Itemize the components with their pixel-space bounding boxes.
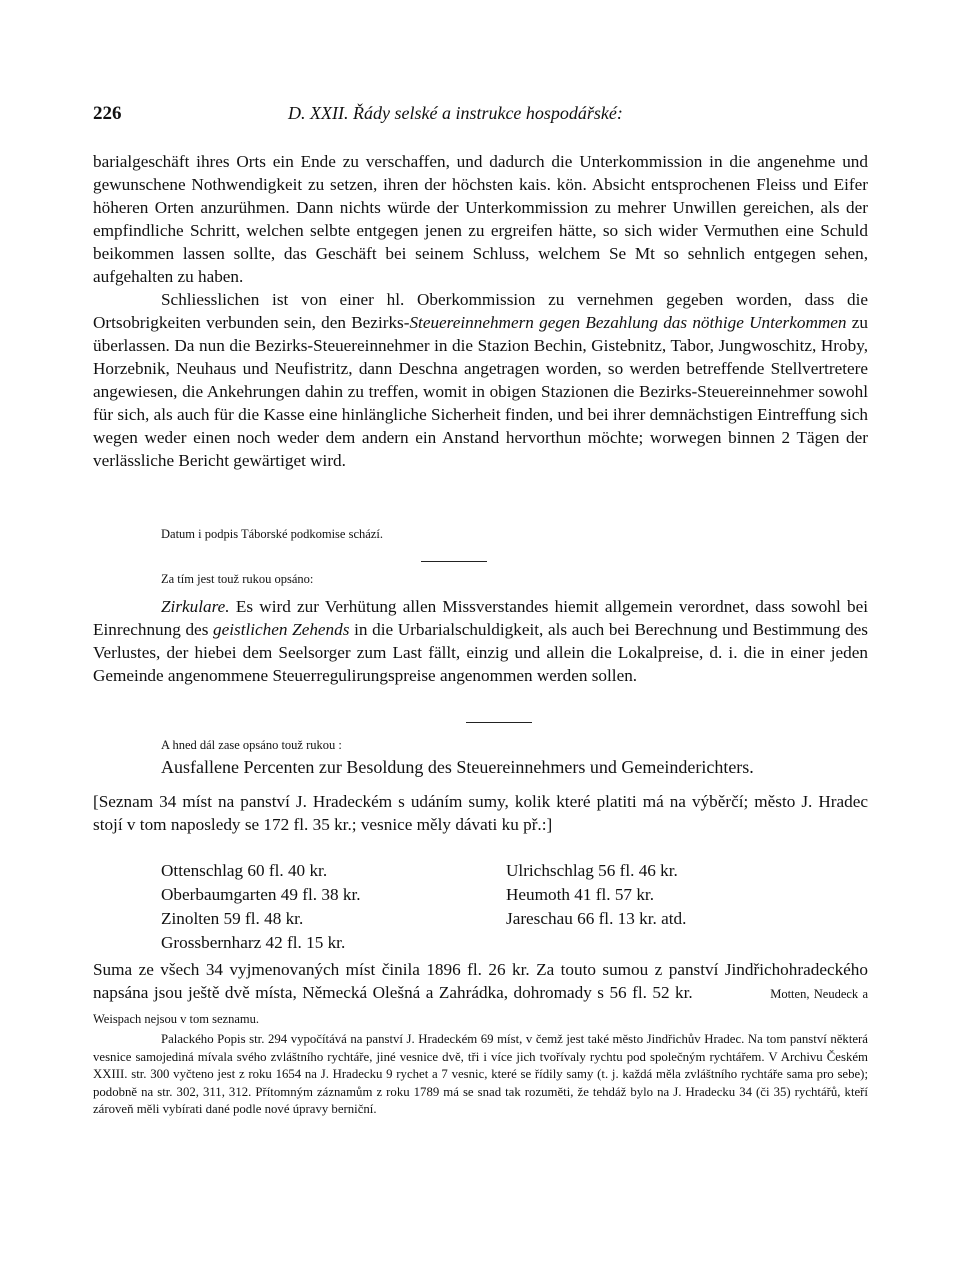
footnote-text: Palackého Popis str. 294 vypočítává na panství J. Hradeckém 69 míst, v čemž jest také město Jindřichův Hradec. Na tom panství některá vesnice samojediná mívala svého zvláštního rychtáře, jiné vesnice dvě, tři i více jich tvořívaly rychtu pod společným rychtářem. V Archivu Českém XXIII. str. 300 vyčteno jest z roku 1654 na J. Hradecku 9 rychet a 7 vesnic, které se řídily samy (t. j. každá měla zvláštního rychtáře sama pro sebe); podobně na str. 302, 311, 312. Přítomným záznamům z roku 1789 má se snad tak rozuměti, že tehdáž bylo na J. Hradecku 34 (či 35) rychtářů, kteří zároveň měli vybírati dané podle nové úpravy berniční.	[93, 1032, 868, 1117]
paragraph-2-italic: Steuereinnehmern gegen Bezahlung das nöthige Unterkommen	[409, 313, 847, 332]
section-heading: Ausfallene Percenten zur Besoldung des Steuereinnehmers und Gemeinderichters.	[161, 757, 754, 777]
paragraph-3-italic-title: Zirkulare.	[161, 597, 230, 616]
section-divider-1	[421, 561, 487, 562]
places-left-column	[161, 859, 361, 955]
running-title: D. XXII. Řády selské a instrukce hospodářské:	[288, 103, 623, 123]
footnote	[93, 1031, 868, 1119]
paragraph-2-text-b: zu überlassen. Da nun die Bezirks-Steuereinnehmer in die Stazion Bechin, Gistebnitz, Tabor, Jungwoschitz, Hroby, Horzebnik, Neuhaus und Neufistritz, dann Deschna angetragen worden, so werden betreffende Stellvertretere angewiesen, die Ankehrungen dahin zu treffen, womit in obigen Stazionen die Bezirks-Steuereinnehmer sowohl für sich, als auch für die Kasse eine hinlängliche Sicherheit finden, und bei ihrer demnächstigen Eintreffung sich wegen weder einen noch weder dem andern ein Anstand hervorthun möchte; worwegen binnen 2 Tägen der verlässliche Bericht gewärtiget wird.	[93, 313, 868, 470]
editorial-note-2: Za tím jest touž rukou opsáno:	[161, 572, 314, 586]
place-item: Ottenschlag 60 fl. 40 kr.	[161, 861, 328, 880]
circular-text-block	[93, 595, 868, 687]
places-right-column	[506, 859, 686, 931]
place-item: Ulrichschlag 56 fl. 46 kr.	[506, 861, 678, 880]
editorial-note-3: A hned dál zase opsáno touž rukou :	[161, 738, 342, 752]
place-item: Jareschau 66 fl. 13 kr. atd.	[506, 909, 687, 928]
sum-paragraph	[93, 958, 868, 1031]
paragraph-3	[93, 595, 868, 687]
paragraph-2	[93, 288, 868, 472]
page-number: 226	[93, 103, 122, 124]
paragraph-3-text-a: Es wird zur Verhütung allen Missverstandes hiemit allgemein verordnet, dass sowohl bei Einrechnung des	[93, 597, 868, 639]
section-divider-2	[466, 722, 532, 723]
sum-text: Suma ze všech 34 vyjmenovaných míst činila 1896 fl. 26 kr. Za touto sumou z panství Jindřichohradeckého napsána jsou ještě dvě místa, Německá Olešná a Zahrádka, dohromady s 56 fl. 52 kr.	[93, 960, 868, 1002]
paragraph-3-text-b: in die Urbarialschuldigkeit, als auch bei Berechnung und Bestimmung des Verlustes, der hiebei dem Seelsorger zum Last fällt, einzig und allein die Lokalpreise, d. i. die in einer jeden Gemeinde angenommene Steuerregulirungspreise angenommen werden sollen.	[93, 620, 869, 685]
list-description: [Seznam 34 míst na panství J. Hradeckém s udáním sumy, kolik které platiti má na výběrčí; město J. Hradec stojí v tom naposledy se 172 fl. 35 kr.; vesnice měly dávati ku př.:]	[93, 792, 868, 834]
sum-note: Motten, Neudeck a Weispach nejsou v tom seznamu.	[93, 987, 869, 1026]
paragraph-1: barialgeschäft ihres Orts ein Ende zu verschaffen, und dadurch die Unterkommission in die angenehme und gewunschene Nothwendigkeit zu setzen, ihren der höchsten kais. kön. Absicht entsprochenen Fleiss und Eifer höheren Orten anzurühmen. Dann nichts würde der Unterkommission zu mehrer Unwillen gereichen, als der empfindliche Schritt, welchen selbte entgegen jenen zu ergreifen hätte, so sich wider Vermuthen eine Schuld beikommen lassen sollte, das Geschäft bei seinem Schluss, welchem Se Mt so sehnlich entgegen sehen, aufgehalten zu haben.	[93, 152, 868, 286]
place-item: Zinolten 59 fl. 48 kr.	[161, 909, 304, 928]
place-item: Grossbernharz 42 fl. 15 kr.	[161, 933, 346, 952]
place-item: Oberbaumgarten 49 fl. 38 kr.	[161, 885, 361, 904]
main-text-block	[93, 150, 868, 472]
paragraph-2-text-a: Schliesslichen ist von einer hl. Oberkommission zu vernehmen gegeben worden, dass die Ortsobrigkeiten verbunden sein, den Bezirks-	[93, 290, 868, 332]
page-header	[93, 103, 868, 131]
editorial-note-1: Datum i podpis Táborské podkomise schází.	[161, 527, 383, 541]
place-item: Heumoth 41 fl. 57 kr.	[506, 885, 654, 904]
paragraph-3-italic: geistlichen Zehends	[213, 620, 350, 639]
